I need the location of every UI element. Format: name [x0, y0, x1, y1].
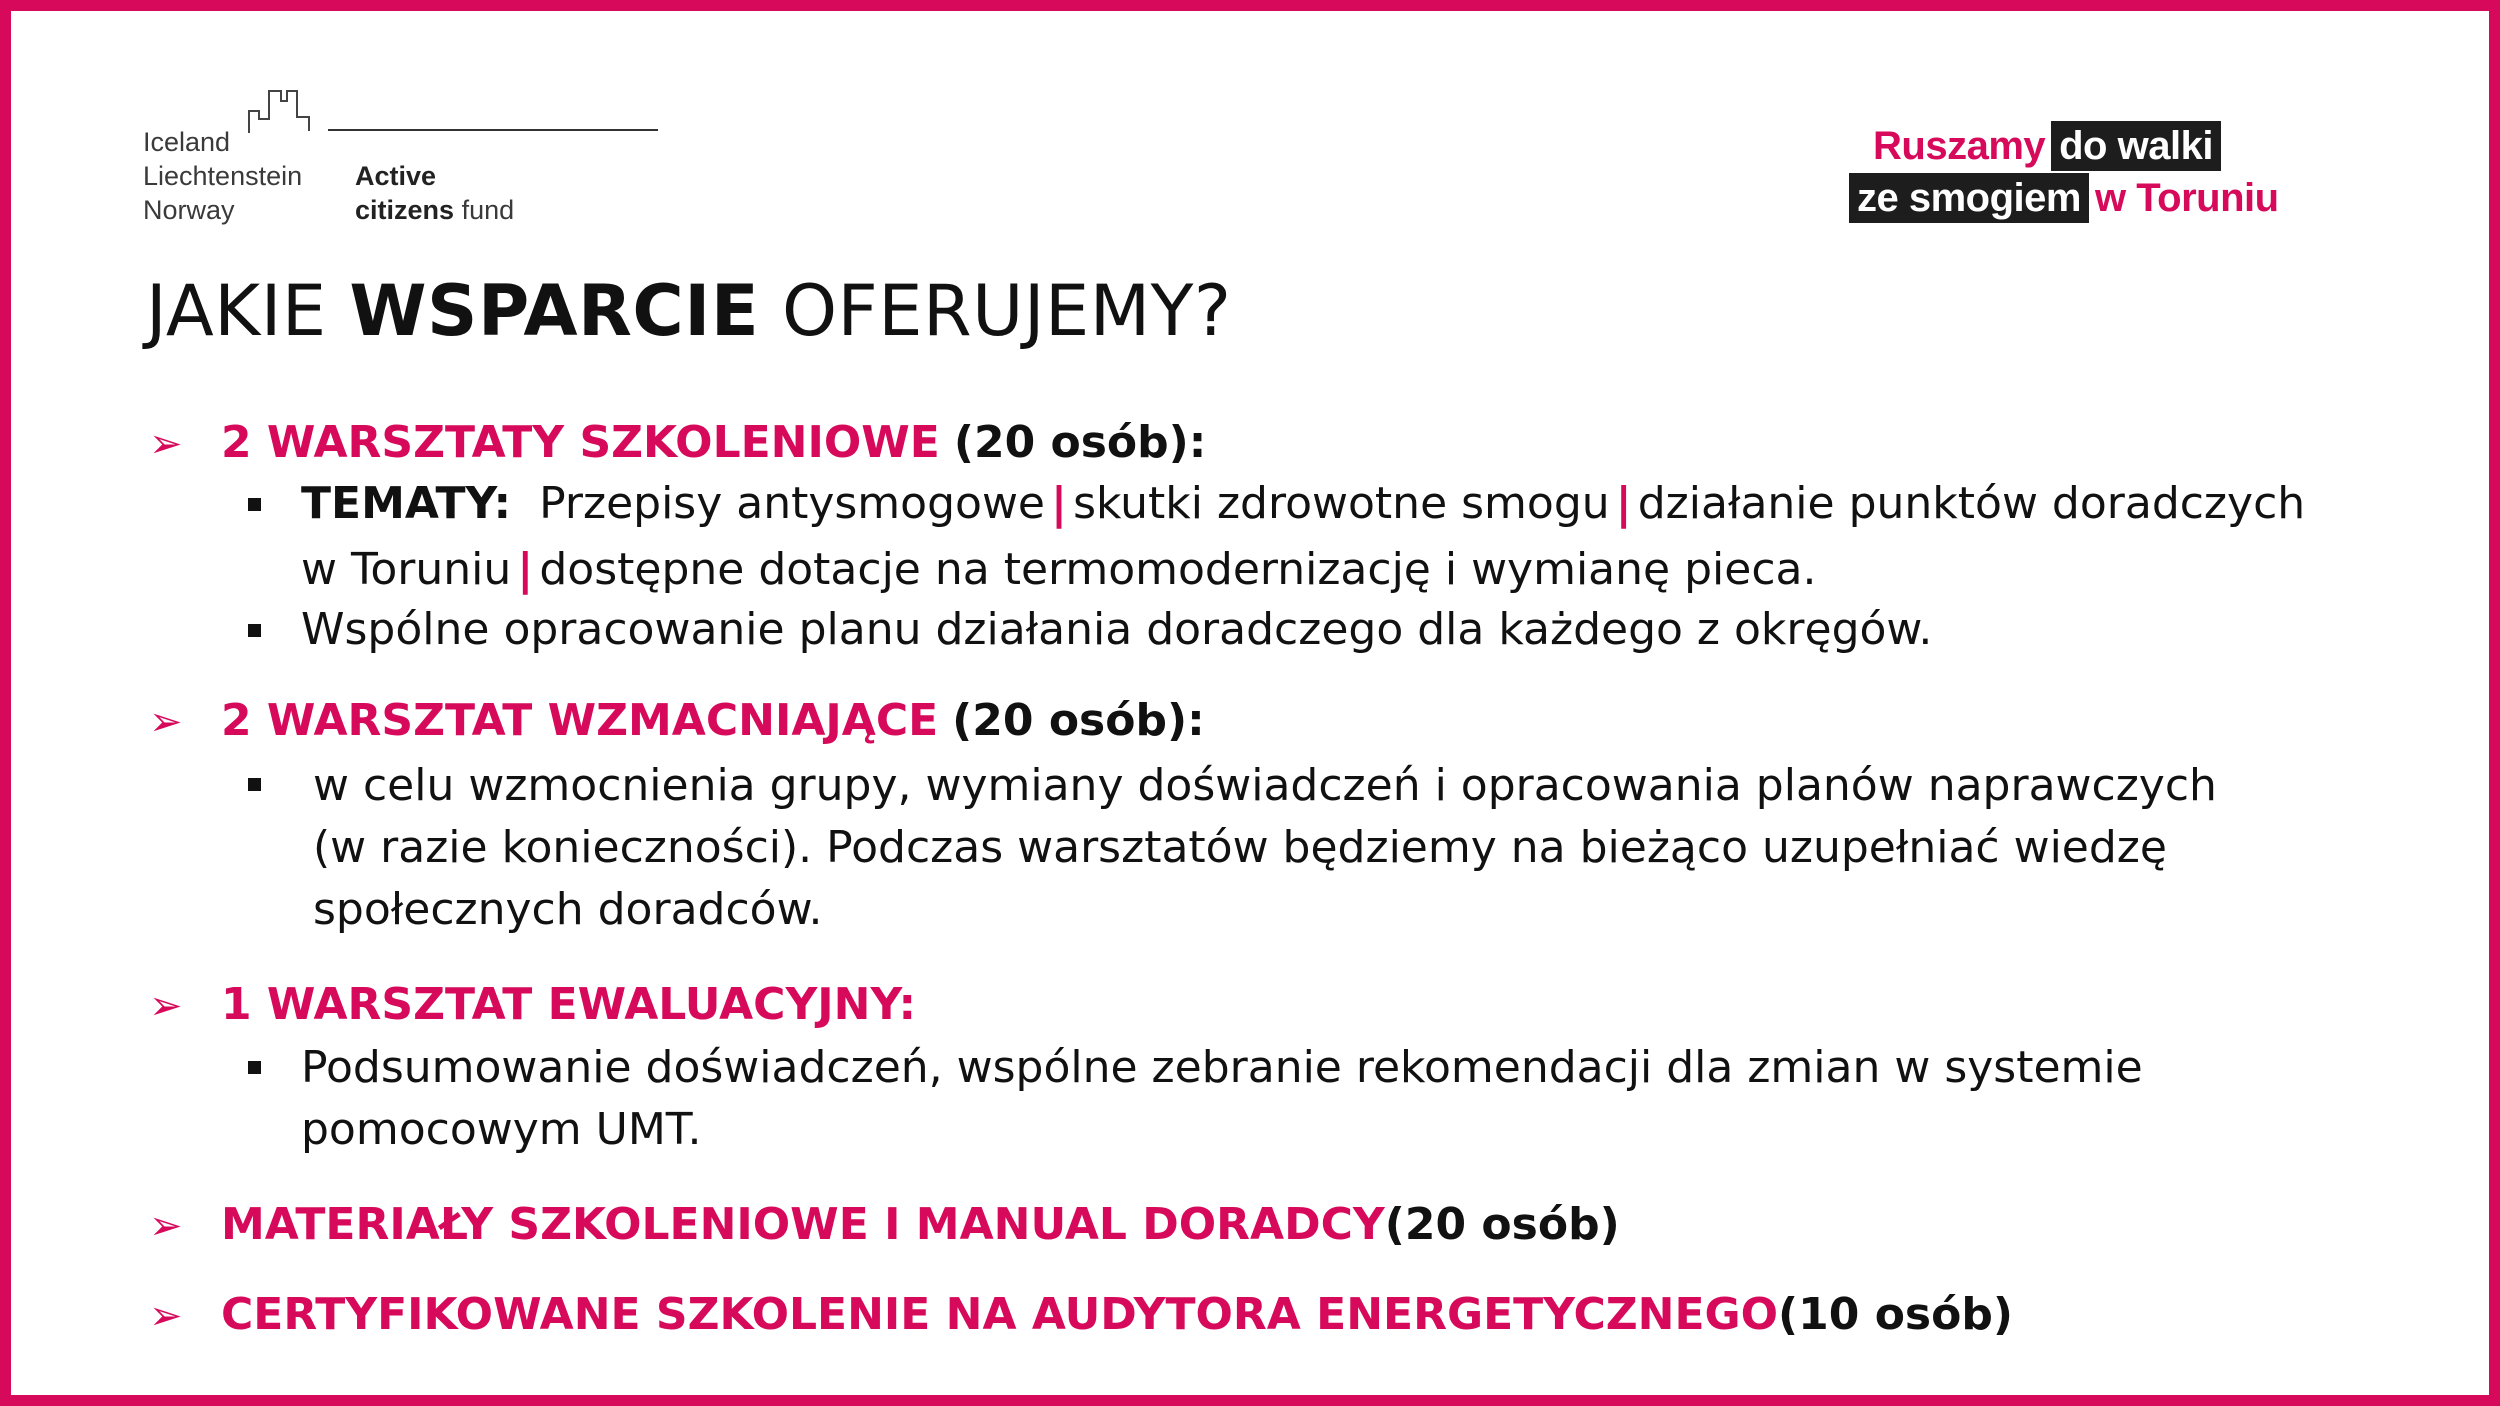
section-heading-training-materials: ➢ MATERIAŁY SZKOLENIOWE I MANUAL DORADCY(20 osób) [149, 1197, 1620, 1254]
strengthening-line-2: (w razie konieczności). Podczas warsztatów będziemy na bieżąco uzupełniać wiedzę [313, 822, 2167, 873]
topics-line-1: TEMATY: Przepisy antysmogowe | skutki zdrowotne smogu | działanie punktów doradczych [301, 478, 2306, 529]
arrow-bullet-icon: ➢ [149, 699, 183, 745]
logo-text-norway: Norway [143, 195, 235, 225]
evaluation-line-1: Podsumowanie doświadczeń, wspólne zebranie rekomendacji dla zmian w systemie [301, 1042, 2143, 1093]
slide-title: JAKIE WSPARCIE OFERUJEMY? [146, 270, 1232, 352]
square-bullet-icon [248, 498, 261, 511]
arrow-bullet-icon: ➢ [149, 983, 183, 1029]
arrow-bullet-icon: ➢ [149, 1203, 183, 1249]
strengthening-line-3: społecznych doradców. [313, 884, 823, 935]
square-bullet-icon [248, 778, 261, 791]
logo-text-active: Active [355, 161, 437, 191]
campaign-logo [1849, 119, 2409, 231]
square-bullet-icon [248, 624, 261, 637]
bullet-joint-plan: Wspólne opracowanie planu działania doradczego dla każdego z okręgów. [301, 604, 1933, 655]
section-heading-training-workshops: ➢ 2 WARSZTATY SZKOLENIOWE (20 osób): [149, 415, 1206, 472]
campaign-logo-row-2 [1849, 173, 2285, 223]
arrow-bullet-icon: ➢ [149, 1293, 183, 1339]
skyline-icon [247, 89, 327, 135]
arrow-bullet-icon: ➢ [149, 421, 183, 467]
logo-text-citizens-fund: citizens fund [355, 195, 515, 225]
campaign-logo-word-ze-smogiem: ze smogiem [1849, 173, 2089, 223]
section-heading-evaluation-workshop: ➢ 1 WARSZTAT EWALUACYJNY: [149, 977, 916, 1034]
evaluation-line-2: pomocowym UMT. [301, 1104, 702, 1155]
logo-divider-line [328, 129, 658, 131]
campaign-logo-row-1 [1867, 121, 2221, 171]
active-citizens-fund-logo [143, 85, 543, 225]
strengthening-line-1: w celu wzmocnienia grupy, wymiany doświadczeń i opracowania planów naprawczych [313, 760, 2217, 811]
topics-line-2: w Toruniu | dostępne dotacje na termomodernizację i wymianę pieca. [301, 544, 1817, 595]
campaign-logo-word-ruszamy: Ruszamy [1873, 124, 2046, 168]
logo-text-liechtenstein: Liechtenstein [143, 161, 303, 191]
section-heading-energy-auditor-training: ➢ CERTYFIKOWANE SZKOLENIE NA AUDYTORA ENERGETYCZNEGO(10 osób) [149, 1287, 2013, 1344]
logo-text-iceland: Iceland [143, 127, 231, 157]
square-bullet-icon [248, 1061, 261, 1074]
section-heading-strengthening-workshops: ➢ 2 WARSZTAT WZMACNIAJĄCE (20 osób): [149, 693, 1205, 750]
campaign-logo-word-do-walki: do walki [2051, 121, 2221, 171]
campaign-logo-word-w-toruniu: w Toruniu [2094, 176, 2279, 220]
